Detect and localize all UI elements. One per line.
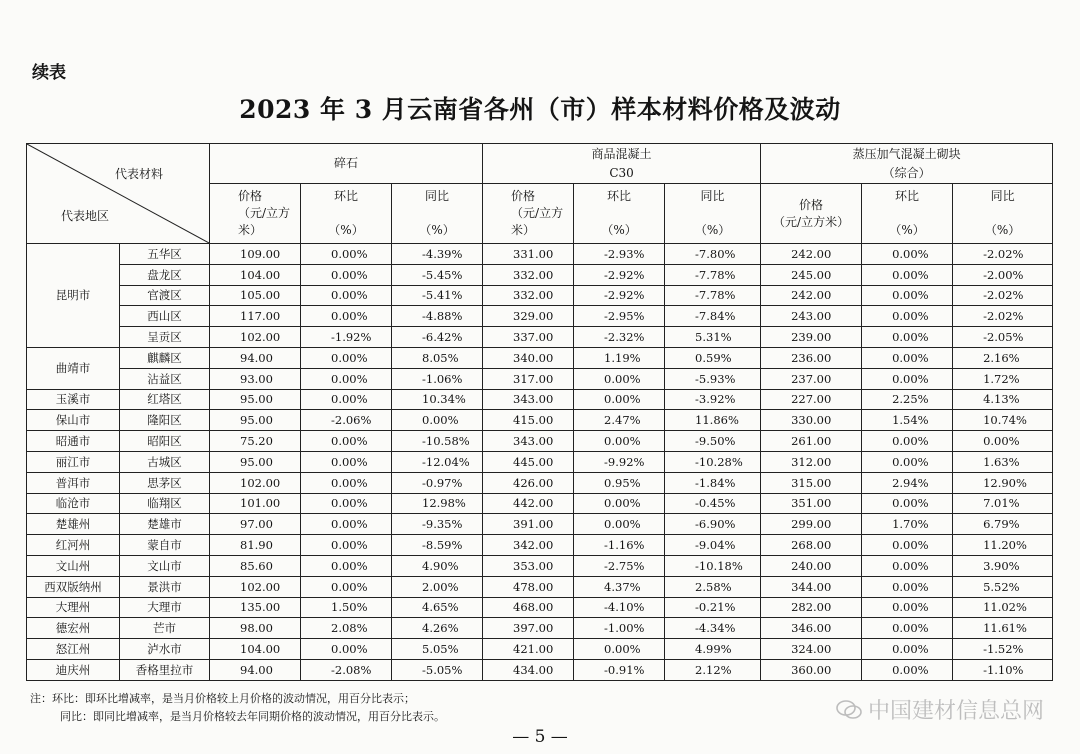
footnote-yoy: 同比：即同比增减率，是当月价格较去年同期价格的波动情况，用百分比表示。 (60, 710, 445, 723)
cell-stone-price: 105.00 (210, 285, 301, 306)
table-row (27, 451, 1053, 472)
cell-concrete-mom: 0.00% (574, 639, 665, 660)
group-crushed-stone (210, 144, 483, 184)
cell-concrete-mom: 1.19% (574, 347, 665, 368)
city-cell: 丽江市 (27, 451, 120, 472)
cell-block-mom: 0.00% (862, 576, 953, 597)
table-row (27, 347, 1053, 368)
group-aerated-block-note: （综合） (882, 165, 931, 180)
cell-stone-price: 104.00 (210, 264, 301, 285)
table-row (27, 285, 1053, 306)
cell-block-mom: 2.94% (862, 472, 953, 493)
cell-stone-yoy: 4.26% (392, 618, 483, 639)
cell-concrete-price: 434.00 (483, 659, 574, 680)
cell-stone-yoy: 4.90% (392, 555, 483, 576)
cell-block-mom: 1.54% (862, 410, 953, 431)
district-cell: 临翔区 (120, 493, 210, 514)
table-row (27, 389, 1053, 410)
col-concrete-price (483, 184, 574, 244)
cell-concrete-yoy: -9.04% (665, 535, 761, 556)
cell-concrete-yoy: 5.31% (665, 327, 761, 348)
cell-concrete-yoy: 11.86% (665, 410, 761, 431)
cell-block-mom: 0.00% (862, 244, 953, 265)
continued-label: 续表 (32, 63, 66, 83)
cell-concrete-yoy: -3.92% (665, 389, 761, 410)
cell-concrete-yoy: -6.90% (665, 514, 761, 535)
cell-stone-price: 102.00 (210, 576, 301, 597)
cell-concrete-mom: 0.00% (574, 493, 665, 514)
cell-concrete-mom: -9.92% (574, 451, 665, 472)
pct-label: （%） (694, 223, 731, 237)
cell-concrete-price: 332.00 (483, 285, 574, 306)
cell-block-price: 245.00 (761, 264, 862, 285)
page-title: 2023 年 3 月云南省各州（市）样本材料价格及波动 (239, 95, 841, 124)
pct-label: （%） (984, 223, 1021, 237)
district-cell: 蒙自市 (120, 535, 210, 556)
cell-concrete-price: 342.00 (483, 535, 574, 556)
pct-label: （%） (328, 223, 364, 237)
district-cell: 楚雄市 (120, 514, 210, 535)
price-unit-label: （元/立方 (511, 206, 564, 220)
cell-concrete-yoy: -5.93% (665, 368, 761, 389)
cell-block-mom: 0.00% (862, 555, 953, 576)
cell-stone-yoy: -5.41% (392, 285, 483, 306)
cell-concrete-price: 391.00 (483, 514, 574, 535)
table-row (27, 264, 1053, 285)
cell-block-price: 299.00 (761, 514, 862, 535)
district-cell: 呈贡区 (120, 327, 210, 348)
cell-stone-yoy: -5.45% (392, 264, 483, 285)
footnotes (30, 690, 445, 726)
cell-concrete-mom: -2.93% (574, 244, 665, 265)
cell-stone-mom: 0.00% (301, 639, 392, 660)
cell-stone-mom: 0.00% (301, 431, 392, 452)
cell-stone-mom: 0.00% (301, 368, 392, 389)
cell-concrete-yoy: -7.78% (665, 264, 761, 285)
cell-block-mom: 0.00% (862, 493, 953, 514)
yoy-label: 同比 (425, 189, 450, 203)
district-cell: 隆阳区 (120, 410, 210, 431)
cell-concrete-price: 329.00 (483, 306, 574, 327)
cell-stone-yoy: -5.05% (392, 659, 483, 680)
corner-material-label: 代表材料 (114, 167, 163, 181)
cell-stone-price: 94.00 (210, 659, 301, 680)
cell-stone-yoy: 5.05% (392, 639, 483, 660)
cell-block-price: 243.00 (761, 306, 862, 327)
table-row (27, 597, 1053, 618)
city-cell: 大理州 (27, 597, 120, 618)
cell-stone-yoy: -0.97% (392, 472, 483, 493)
cell-stone-mom: -2.06% (301, 410, 392, 431)
cell-concrete-yoy: -9.50% (665, 431, 761, 452)
cell-block-price: 282.00 (761, 597, 862, 618)
table-row (27, 368, 1053, 389)
district-cell: 芒市 (120, 618, 210, 639)
cell-stone-price: 102.00 (210, 327, 301, 348)
cell-block-mom: 0.00% (862, 618, 953, 639)
group-concrete-label: 商品混凝土 (591, 146, 652, 161)
district-cell: 昭阳区 (120, 431, 210, 452)
cell-block-yoy: 11.02% (953, 597, 1053, 618)
table-row (27, 244, 1053, 265)
cell-concrete-mom: -2.92% (574, 285, 665, 306)
col-block-price (761, 184, 862, 244)
city-cell: 昭通市 (27, 431, 120, 452)
col-block-yoy (953, 184, 1053, 244)
footnote-mom: 注：环比：即环比增减率，是当月价格较上月价格的波动情况，用百分比表示； (30, 692, 415, 705)
cell-stone-price: 98.00 (210, 618, 301, 639)
cell-block-mom: 0.00% (862, 264, 953, 285)
city-cell: 文山州 (27, 555, 120, 576)
cell-block-yoy: -1.10% (953, 659, 1053, 680)
cell-block-yoy: 12.90% (953, 472, 1053, 493)
cell-stone-yoy: -6.42% (392, 327, 483, 348)
cell-block-price: 312.00 (761, 451, 862, 472)
cell-block-yoy: 1.72% (953, 368, 1053, 389)
table-row (27, 618, 1053, 639)
cell-concrete-mom: -0.91% (574, 659, 665, 680)
city-cell: 楚雄州 (27, 514, 120, 535)
district-cell: 古城区 (120, 451, 210, 472)
cell-concrete-yoy: -10.18% (665, 555, 761, 576)
cell-concrete-mom: -1.16% (574, 535, 665, 556)
city-cell: 迪庆州 (27, 659, 120, 680)
cell-concrete-price: 353.00 (483, 555, 574, 576)
corner-region-label: 代表地区 (61, 209, 110, 223)
cell-stone-mom: -1.92% (301, 327, 392, 348)
cell-stone-mom: 2.08% (301, 618, 392, 639)
cell-stone-mom: 0.00% (301, 555, 392, 576)
cell-stone-price: 95.00 (210, 389, 301, 410)
price-unit-label-end: 米） (511, 223, 536, 237)
cell-concrete-price: 317.00 (483, 368, 574, 389)
table-row (27, 472, 1053, 493)
city-cell: 玉溪市 (27, 389, 120, 410)
cell-block-price: 324.00 (761, 639, 862, 660)
cell-stone-yoy: -1.06% (392, 368, 483, 389)
cell-concrete-yoy: -0.45% (665, 493, 761, 514)
cell-stone-price: 102.00 (210, 472, 301, 493)
mom-label: 环比 (607, 189, 632, 203)
cell-block-yoy: -2.02% (953, 306, 1053, 327)
district-cell: 沾益区 (120, 368, 210, 389)
cell-stone-price: 93.00 (210, 368, 301, 389)
col-stone-price (210, 184, 301, 244)
cell-stone-yoy: -4.88% (392, 306, 483, 327)
cell-block-price: 237.00 (761, 368, 862, 389)
table-row (27, 306, 1053, 327)
mom-label: 环比 (333, 189, 358, 203)
cell-concrete-yoy: -7.80% (665, 244, 761, 265)
cell-stone-mom: 0.00% (301, 264, 392, 285)
cell-concrete-mom: 0.00% (574, 368, 665, 389)
cell-block-price: 236.00 (761, 347, 862, 368)
cell-stone-mom: 0.00% (301, 472, 392, 493)
cell-concrete-yoy: -1.84% (665, 472, 761, 493)
cell-stone-mom: 0.00% (301, 576, 392, 597)
cell-block-yoy: 5.52% (953, 576, 1053, 597)
cell-block-yoy: -2.02% (953, 244, 1053, 265)
city-cell: 临沧市 (27, 493, 120, 514)
cell-concrete-price: 468.00 (483, 597, 574, 618)
city-cell: 昆明市 (27, 244, 120, 348)
col-stone-yoy (392, 184, 483, 244)
cell-stone-yoy: -8.59% (392, 535, 483, 556)
cell-block-price: 239.00 (761, 327, 862, 348)
cell-concrete-mom: -2.32% (574, 327, 665, 348)
cell-concrete-mom: -4.10% (574, 597, 665, 618)
cell-concrete-mom: -2.95% (574, 306, 665, 327)
col-block-mom (862, 184, 953, 244)
district-cell: 西山区 (120, 306, 210, 327)
cell-block-yoy: 2.16% (953, 347, 1053, 368)
cell-block-mom: 0.00% (862, 451, 953, 472)
cell-block-yoy: -2.02% (953, 285, 1053, 306)
cell-block-price: 315.00 (761, 472, 862, 493)
cell-block-yoy: -2.00% (953, 264, 1053, 285)
cell-concrete-price: 421.00 (483, 639, 574, 660)
price-table (26, 143, 1053, 681)
cell-concrete-mom: -2.92% (574, 264, 665, 285)
cell-block-mom: 0.00% (862, 659, 953, 680)
district-cell: 文山市 (120, 555, 210, 576)
cell-stone-price: 95.00 (210, 451, 301, 472)
price-label: 价格 (511, 189, 536, 203)
cell-concrete-price: 340.00 (483, 347, 574, 368)
pct-label: （%） (601, 223, 637, 237)
watermark (836, 694, 1044, 725)
cell-block-yoy: -2.05% (953, 327, 1053, 348)
cell-block-price: 242.00 (761, 285, 862, 306)
price-unit-label: （元/立方米） (773, 214, 850, 229)
cell-block-yoy: 11.20% (953, 535, 1053, 556)
price-unit-label: （元/立方 (238, 206, 291, 220)
cell-block-yoy: -1.52% (953, 639, 1053, 660)
cell-stone-mom: 0.00% (301, 389, 392, 410)
cell-stone-price: 85.60 (210, 555, 301, 576)
cell-block-price: 268.00 (761, 535, 862, 556)
cell-stone-yoy: 12.98% (392, 493, 483, 514)
cell-stone-yoy: -10.58% (392, 431, 483, 452)
cell-concrete-mom: 0.00% (574, 514, 665, 535)
cell-concrete-yoy: -0.21% (665, 597, 761, 618)
corner-diagonal-line (27, 144, 209, 243)
cell-block-yoy: 0.00% (953, 431, 1053, 452)
cell-stone-price: 135.00 (210, 597, 301, 618)
price-label: 价格 (799, 197, 824, 212)
cell-concrete-yoy: -7.78% (665, 285, 761, 306)
cell-concrete-yoy: 2.58% (665, 576, 761, 597)
col-concrete-mom (574, 184, 665, 244)
cell-stone-price: 117.00 (210, 306, 301, 327)
table-row (27, 514, 1053, 535)
mom-label: 环比 (895, 189, 920, 203)
cell-stone-yoy: 0.00% (392, 410, 483, 431)
cell-concrete-yoy: -7.84% (665, 306, 761, 327)
cell-stone-mom: -2.08% (301, 659, 392, 680)
cell-concrete-price: 343.00 (483, 431, 574, 452)
watermark-text: 中国建材信息总网 (867, 699, 1044, 724)
group-concrete (483, 144, 761, 184)
cell-block-price: 240.00 (761, 555, 862, 576)
cell-stone-yoy: -12.04% (392, 451, 483, 472)
city-cell: 怒江州 (27, 639, 120, 660)
table-row (27, 431, 1053, 452)
city-cell: 保山市 (27, 410, 120, 431)
district-cell: 五华区 (120, 244, 210, 265)
district-cell: 大理市 (120, 597, 210, 618)
cell-stone-price: 97.00 (210, 514, 301, 535)
cell-concrete-price: 337.00 (483, 327, 574, 348)
cell-stone-yoy: 10.34% (392, 389, 483, 410)
cell-block-mom: 0.00% (862, 431, 953, 452)
table-row (27, 327, 1053, 348)
cell-concrete-price: 415.00 (483, 410, 574, 431)
cell-concrete-mom: 0.95% (574, 472, 665, 493)
cell-stone-price: 104.00 (210, 639, 301, 660)
cell-stone-mom: 0.00% (301, 347, 392, 368)
wechat-icon (836, 700, 862, 720)
cell-concrete-price: 445.00 (483, 451, 574, 472)
cell-block-mom: 0.00% (862, 368, 953, 389)
cell-stone-mom: 0.00% (301, 451, 392, 472)
cell-stone-price: 94.00 (210, 347, 301, 368)
cell-block-yoy: 6.79% (953, 514, 1053, 535)
cell-concrete-price: 442.00 (483, 493, 574, 514)
col-stone-mom (301, 184, 392, 244)
cell-stone-yoy: -4.39% (392, 244, 483, 265)
cell-concrete-price: 478.00 (483, 576, 574, 597)
cell-concrete-mom: 2.47% (574, 410, 665, 431)
district-cell: 香格里拉市 (120, 659, 210, 680)
district-cell: 红塔区 (120, 389, 210, 410)
cell-block-yoy: 10.74% (953, 410, 1053, 431)
cell-stone-mom: 0.00% (301, 244, 392, 265)
cell-concrete-price: 397.00 (483, 618, 574, 639)
cell-block-mom: 0.00% (862, 639, 953, 660)
group-concrete-grade: C30 (609, 165, 634, 180)
table-row (27, 410, 1053, 431)
cell-stone-yoy: 8.05% (392, 347, 483, 368)
table-row (27, 555, 1053, 576)
cell-stone-mom: 0.00% (301, 514, 392, 535)
city-cell: 西双版纳州 (27, 576, 120, 597)
cell-concrete-mom: -2.75% (574, 555, 665, 576)
table-row (27, 639, 1053, 660)
district-cell: 泸水市 (120, 639, 210, 660)
cell-stone-price: 81.90 (210, 535, 301, 556)
cell-block-price: 227.00 (761, 389, 862, 410)
district-cell: 盘龙区 (120, 264, 210, 285)
cell-concrete-mom: 0.00% (574, 431, 665, 452)
city-cell: 曲靖市 (27, 347, 120, 389)
cell-block-mom: 0.00% (862, 327, 953, 348)
city-cell: 普洱市 (27, 472, 120, 493)
cell-block-mom: 2.25% (862, 389, 953, 410)
cell-stone-price: 109.00 (210, 244, 301, 265)
cell-stone-yoy: 4.65% (392, 597, 483, 618)
table-corner-header (27, 144, 210, 244)
yoy-label: 同比 (990, 189, 1015, 203)
cell-block-price: 360.00 (761, 659, 862, 680)
table-body (27, 244, 1053, 681)
cell-block-price: 346.00 (761, 618, 862, 639)
cell-block-mom: 0.00% (862, 535, 953, 556)
cell-stone-mom: 0.00% (301, 306, 392, 327)
cell-stone-price: 95.00 (210, 410, 301, 431)
cell-stone-mom: 0.00% (301, 285, 392, 306)
cell-block-price: 344.00 (761, 576, 862, 597)
cell-concrete-mom: -1.00% (574, 618, 665, 639)
cell-stone-price: 75.20 (210, 431, 301, 452)
cell-block-yoy: 7.01% (953, 493, 1053, 514)
col-concrete-yoy (665, 184, 761, 244)
cell-block-mom: 0.00% (862, 347, 953, 368)
price-unit-label-end: 米） (238, 223, 263, 237)
cell-block-mom: 0.00% (862, 285, 953, 306)
cell-block-yoy: 4.13% (953, 389, 1053, 410)
table-row (27, 659, 1053, 680)
page-number: — 5 — (512, 727, 568, 747)
cell-block-mom: 0.00% (862, 597, 953, 618)
district-cell: 景洪市 (120, 576, 210, 597)
group-aerated-block-label: 蒸压加气混凝土砌块 (852, 146, 961, 161)
cell-stone-yoy: 2.00% (392, 576, 483, 597)
city-cell: 德宏州 (27, 618, 120, 639)
group-crushed-stone-label: 碎石 (334, 156, 359, 170)
group-aerated-block (761, 144, 1053, 184)
cell-block-yoy: 11.61% (953, 618, 1053, 639)
cell-concrete-price: 331.00 (483, 244, 574, 265)
cell-block-mom: 0.00% (862, 306, 953, 327)
pct-label: （%） (889, 223, 925, 237)
cell-concrete-price: 343.00 (483, 389, 574, 410)
cell-block-price: 261.00 (761, 431, 862, 452)
cell-stone-mom: 0.00% (301, 535, 392, 556)
table-row (27, 576, 1053, 597)
city-cell: 红河州 (27, 535, 120, 556)
cell-concrete-yoy: -10.28% (665, 451, 761, 472)
cell-concrete-yoy: 4.99% (665, 639, 761, 660)
cell-block-price: 351.00 (761, 493, 862, 514)
cell-stone-yoy: -9.35% (392, 514, 483, 535)
cell-concrete-price: 426.00 (483, 472, 574, 493)
cell-block-yoy: 1.63% (953, 451, 1053, 472)
cell-concrete-price: 332.00 (483, 264, 574, 285)
table-row (27, 535, 1053, 556)
cell-concrete-yoy: 0.59% (665, 347, 761, 368)
cell-stone-mom: 0.00% (301, 493, 392, 514)
cell-block-mom: 1.70% (862, 514, 953, 535)
price-label: 价格 (238, 189, 263, 203)
cell-block-price: 330.00 (761, 410, 862, 431)
cell-concrete-mom: 4.37% (574, 576, 665, 597)
cell-stone-price: 101.00 (210, 493, 301, 514)
yoy-label: 同比 (700, 189, 725, 203)
district-cell: 麒麟区 (120, 347, 210, 368)
cell-concrete-mom: 0.00% (574, 389, 665, 410)
pct-label: （%） (419, 223, 455, 237)
district-cell: 官渡区 (120, 285, 210, 306)
cell-stone-mom: 1.50% (301, 597, 392, 618)
district-cell: 思茅区 (120, 472, 210, 493)
cell-block-yoy: 3.90% (953, 555, 1053, 576)
table-row (27, 493, 1053, 514)
cell-block-price: 242.00 (761, 244, 862, 265)
cell-concrete-yoy: -4.34% (665, 618, 761, 639)
cell-concrete-yoy: 2.12% (665, 659, 761, 680)
